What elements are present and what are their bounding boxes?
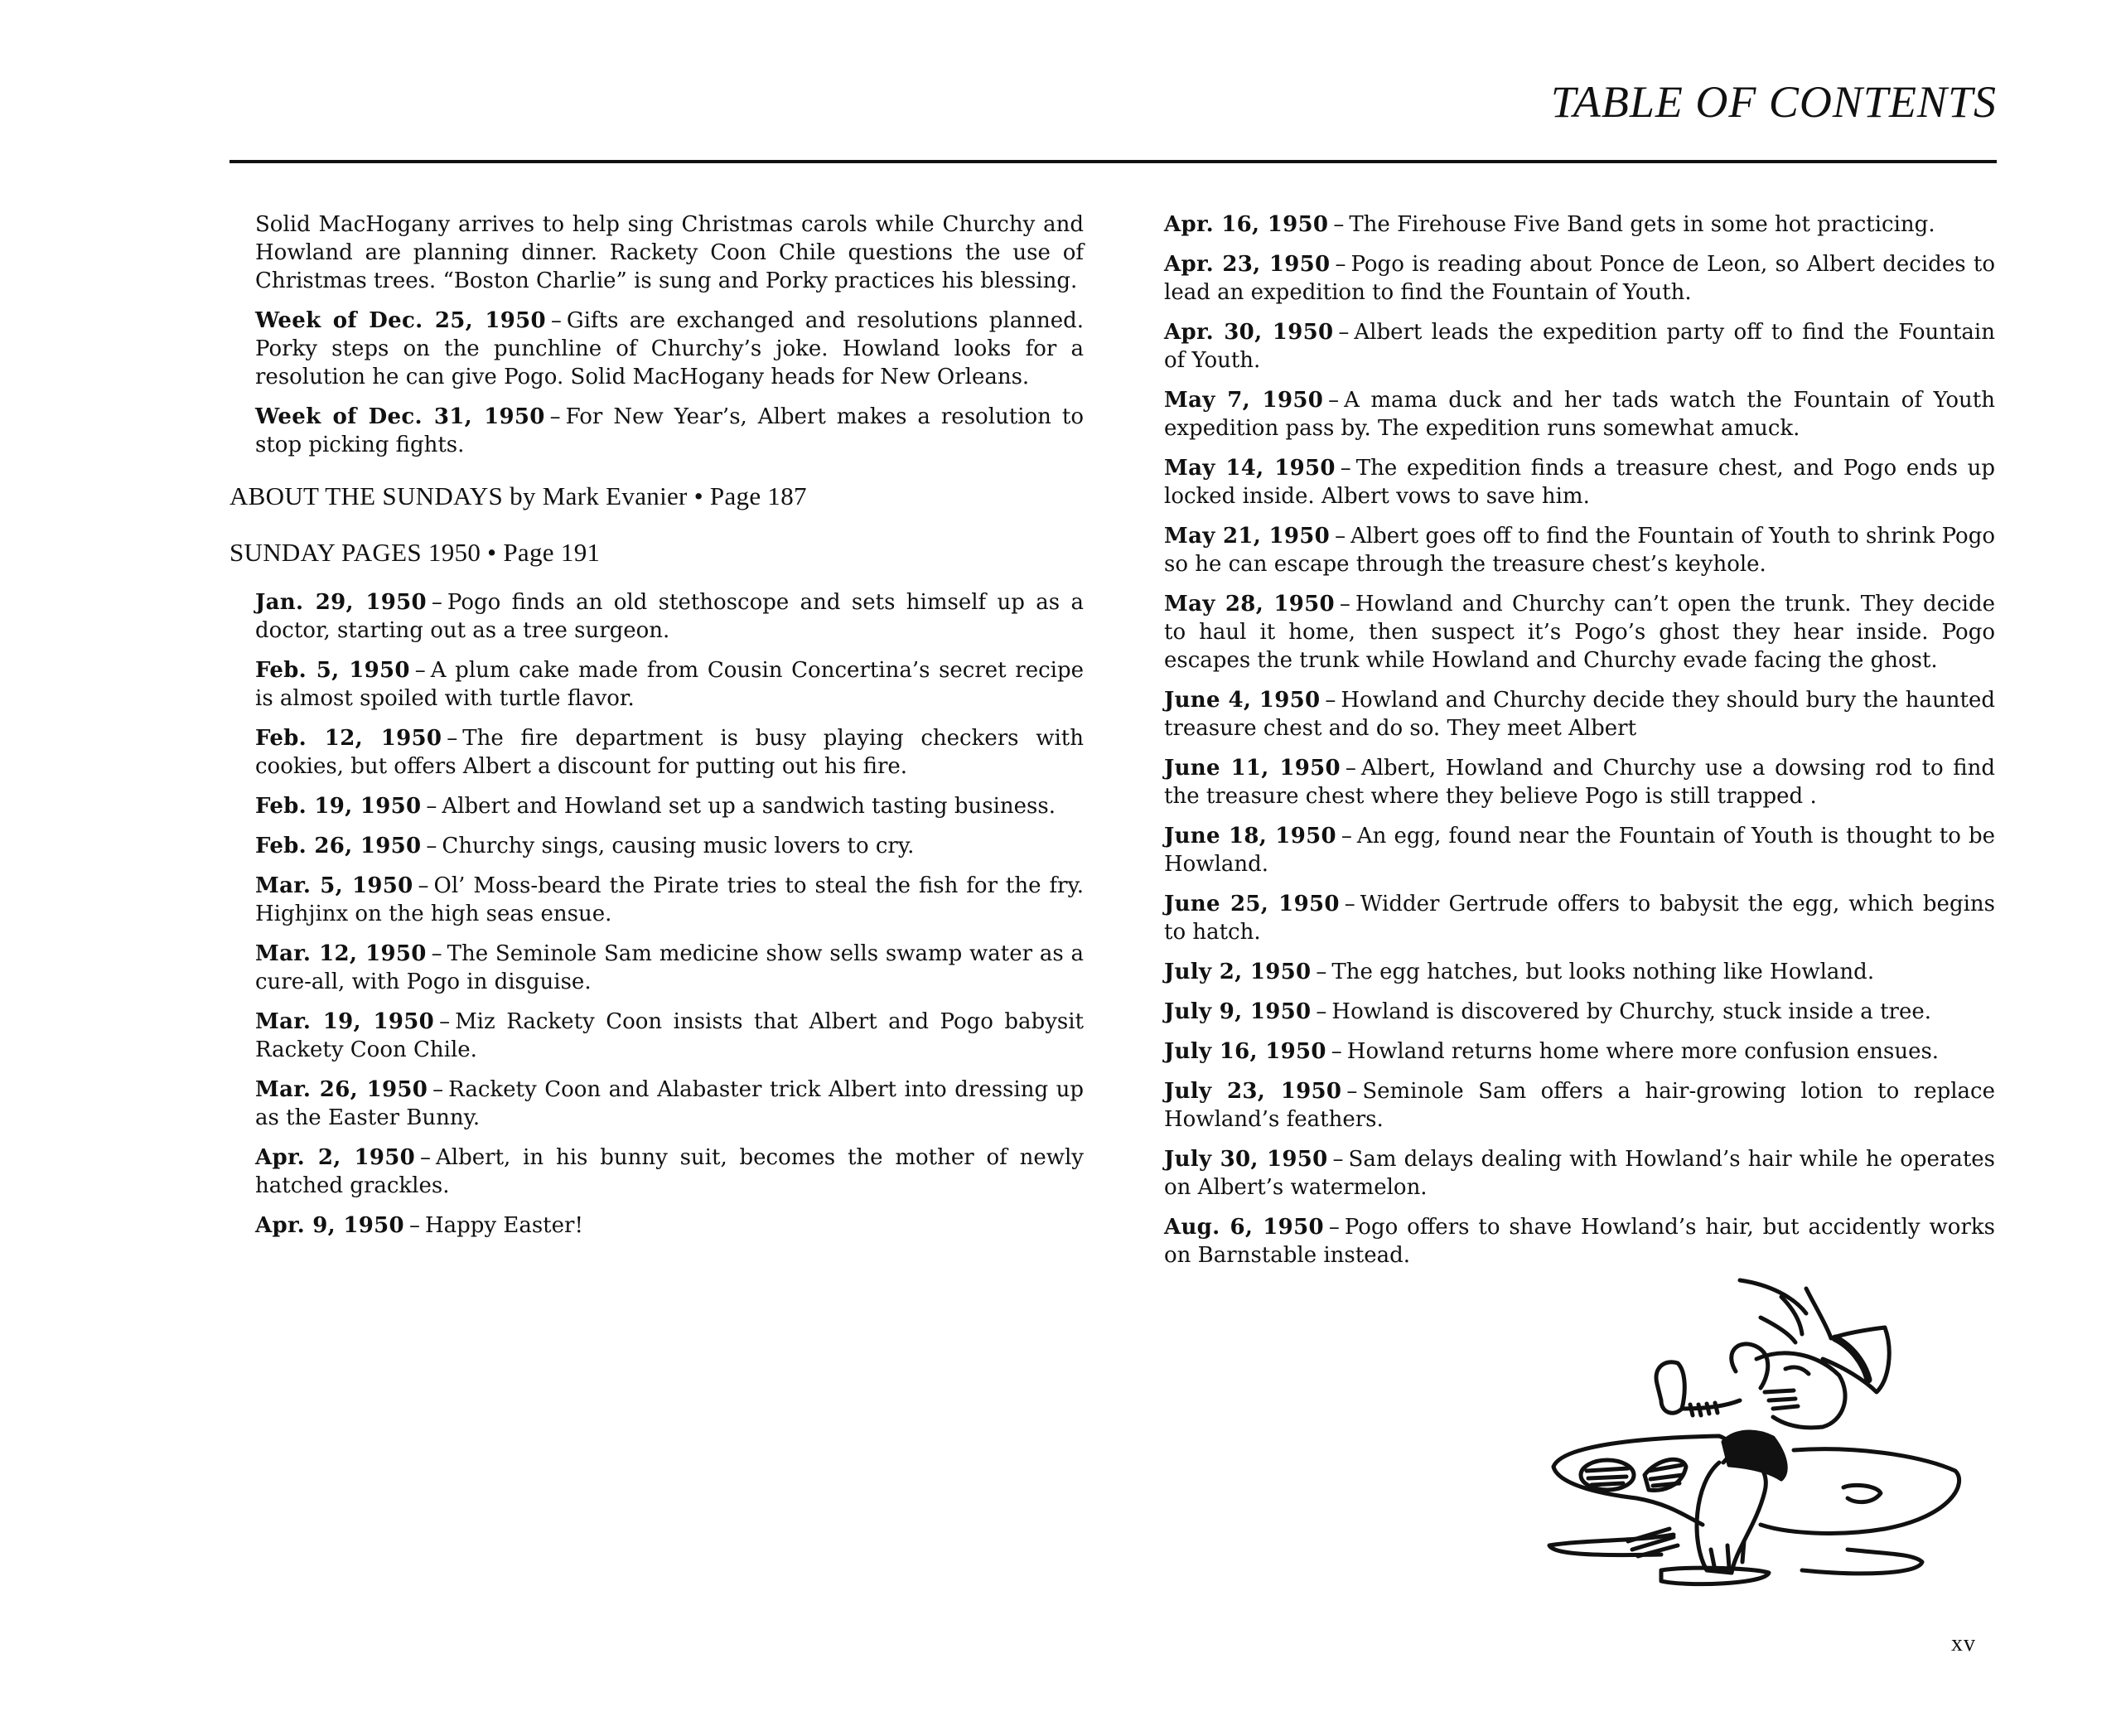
toc-entry [1164, 1077, 1995, 1134]
entry-separator: – [1339, 592, 1350, 617]
entry-date: Mar. 19, 1950 [255, 1009, 435, 1034]
entry-separator: – [1328, 388, 1340, 413]
entry-text: Albert and Howland set up a sandwich tasting business. [442, 794, 1056, 819]
entry-date: July 23, 1950 [1164, 1079, 1342, 1104]
entry-separator: – [1346, 1079, 1358, 1104]
toc-entry [1164, 1037, 1995, 1066]
toc-entry [1164, 590, 1995, 675]
entry-separator: – [1341, 824, 1352, 849]
entry-separator: – [420, 1145, 432, 1170]
entry-date: May 21, 1950 [1164, 524, 1331, 549]
entry-text: Gifts are exchanged and resolutions planned. Porky steps on the punchline of Churchy’s joke. Howland looks for a resolution he can give Pogo. Solid MacHogany heads for New Orleans. [255, 308, 1084, 389]
entry-separator: – [1331, 1039, 1342, 1064]
entry-separator: – [1332, 1147, 1344, 1172]
entry-separator: – [426, 834, 437, 858]
entry-date: July 9, 1950 [1164, 999, 1312, 1024]
entry-date: Jan. 29, 1950 [255, 590, 427, 615]
entry-separator: – [1345, 756, 1356, 781]
entry-date: Apr. 2, 1950 [255, 1145, 416, 1170]
entry-date: Week of Dec. 31, 1950 [255, 404, 545, 429]
entry-date: May 28, 1950 [1164, 592, 1335, 617]
entry-date: Week of Dec. 25, 1950 [255, 308, 546, 333]
entry-date: Mar. 5, 1950 [255, 873, 413, 898]
entry-separator: – [549, 404, 561, 429]
entry-text: Happy Easter! [424, 1213, 583, 1238]
entry-text: For New Year’s, Albert makes a resolution to stop picking fights. [255, 404, 1084, 457]
toc-entry [1164, 318, 1995, 375]
toc-entry [1164, 822, 1995, 878]
entry-text: Miz Rackety Coon insists that Albert and Pogo babysit Rackety Coon Chile. [255, 1009, 1084, 1062]
toc-entry [1164, 998, 1995, 1026]
entry-separator: – [1325, 688, 1336, 713]
toc-entry [1164, 686, 1995, 742]
entry-date: June 18, 1950 [1164, 824, 1336, 849]
entry-date: June 25, 1950 [1164, 892, 1340, 916]
entry-date: June 11, 1950 [1164, 756, 1341, 781]
entry-text: Pogo finds an old stethoscope and sets himself up as a doctor, starting out as a tree surgeon. [255, 590, 1084, 643]
entry-date: June 4, 1950 [1164, 688, 1321, 713]
entry-date: Mar. 12, 1950 [255, 941, 427, 966]
toc-entry [1164, 210, 1995, 239]
toc-entry [1164, 250, 1995, 307]
entry-date: Apr. 16, 1950 [1164, 212, 1329, 237]
entry-text: A mama duck and her tads watch the Fountain of Youth expedition pass by. The expedition runs somewhat amuck. [1164, 388, 1995, 441]
entry-text: Albert, in his bunny suit, becomes the mother of newly hatched grackles. [255, 1145, 1084, 1198]
left-column [229, 210, 1085, 1251]
entry-separator: – [1316, 999, 1327, 1024]
entry-text: The fire department is busy playing checkers with cookies, but offers Albert a discount for putting out his fire. [255, 726, 1084, 779]
toc-entry [255, 588, 1084, 645]
entry-date: July 16, 1950 [1164, 1039, 1326, 1064]
toc-entry [1164, 1213, 1995, 1269]
toc-entry [255, 1076, 1084, 1132]
page-number: xv [1951, 1631, 1976, 1656]
entry-text: Seminole Sam offers a hair-growing lotion to replace Howland’s feathers. [1164, 1079, 1995, 1132]
intro-paragraph: Solid MacHogany arrives to help sing Christmas carols while Churchy and Howland are planning dinner. Rackety Coon Chile questions the use of Christmas trees. “Boston Charlie” is sung and Porky practices his blessing. [255, 212, 1084, 293]
entry-separator: – [414, 658, 426, 683]
toc-entry [1164, 522, 1995, 578]
toc-entry [255, 792, 1084, 820]
entry-text: Albert, Howland and Churchy use a dowsing rod to find the treasure chest where they believe Pogo is still trapped . [1164, 756, 1995, 809]
entry-separator: – [1328, 1215, 1340, 1240]
toc-entry [1164, 1145, 1995, 1202]
entry-separator: – [431, 941, 442, 966]
section-heading-about-the-sundays: ABOUT THE SUNDAYS by Mark Evanier • Page 187 [229, 481, 807, 510]
entry-text: Churchy sings, causing music lovers to cry. [442, 834, 915, 858]
entry-separator: – [1340, 456, 1351, 481]
entry-date: Apr. 9, 1950 [255, 1213, 404, 1238]
toc-entry [255, 940, 1084, 996]
entry-date: July 2, 1950 [1164, 960, 1312, 984]
entry-text: Sam delays dealing with Howland’s hair while he operates on Albert’s watermelon. [1164, 1147, 1995, 1200]
entry-separator: – [1344, 892, 1355, 916]
toc-entry [255, 1211, 1084, 1240]
toc-entry [1164, 754, 1995, 810]
toc-entry [255, 403, 1084, 459]
entry-separator: – [426, 794, 437, 819]
cartoon-character-illustration [1537, 1276, 2001, 1595]
page-title: TABLE OF CONTENTS [1550, 77, 1997, 127]
entry-text: The Seminole Sam medicine show sells swamp water as a cure-all, with Pogo in disguise. [255, 941, 1084, 994]
entry-date: Feb. 5, 1950 [255, 658, 410, 683]
entry-date: Aug. 6, 1950 [1164, 1215, 1324, 1240]
entry-date: Feb. 12, 1950 [255, 726, 442, 751]
entry-separator: – [1335, 524, 1346, 549]
entry-text: Howland and Churchy decide they should bury the haunted treasure chest and do so. They meet Albert [1164, 688, 1995, 741]
entry-date: Apr. 23, 1950 [1164, 252, 1331, 277]
toc-entry [1164, 890, 1995, 946]
entry-text: Pogo offers to shave Howland’s hair, but accidently works on Barnstable instead. [1164, 1215, 1995, 1268]
entry-separator: – [418, 873, 429, 898]
entry-date: Mar. 26, 1950 [255, 1077, 428, 1102]
right-column [1164, 210, 1995, 1281]
entry-date: Apr. 30, 1950 [1164, 320, 1334, 345]
entry-date: May 14, 1950 [1164, 456, 1336, 481]
entry-date: July 30, 1950 [1164, 1147, 1328, 1172]
entry-date: May 7, 1950 [1164, 388, 1324, 413]
toc-entry [255, 656, 1084, 713]
entry-text: Howland is discovered by Churchy, stuck inside a tree. [1331, 999, 1931, 1024]
entry-date: Feb. 26, 1950 [255, 834, 422, 858]
entry-separator: – [408, 1213, 420, 1238]
entry-text: Howland and Churchy can’t open the trunk. They decide to haul it home, then suspect it’s Pogo’s ghost they hear inside. Pogo escapes the trunk while Howland and Churchy evade facing the ghost. [1164, 592, 1995, 673]
entry-text: Ol’ Moss-beard the Pirate tries to steal the fish for the fry. Highjinx on the high seas ensue. [255, 873, 1084, 926]
toc-entry [255, 1144, 1084, 1200]
entry-separator: – [439, 1009, 451, 1034]
entry-separator: – [447, 726, 458, 751]
entry-text: The Firehouse Five Band gets in some hot practicing. [1349, 212, 1935, 237]
toc-entry [1164, 386, 1995, 442]
entry-separator: – [1316, 960, 1327, 984]
entry-separator: – [1333, 212, 1345, 237]
header-rule [229, 160, 1997, 163]
toc-entry [1164, 454, 1995, 510]
entry-text: Rackety Coon and Alabaster trick Albert into dressing up as the Easter Bunny. [255, 1077, 1085, 1130]
entry-text: The expedition finds a treasure chest, and Pogo ends up locked inside. Albert vows to save him. [1164, 456, 1995, 509]
toc-entry [1164, 958, 1995, 986]
toc-entry [255, 1008, 1084, 1064]
entry-text: A plum cake made from Cousin Concertina’s secret recipe is almost spoiled with turtle flavor. [255, 658, 1084, 711]
entry-text: Widder Gertrude offers to babysit the egg, which begins to hatch. [1164, 892, 1995, 945]
entry-text: An egg, found near the Fountain of Youth is thought to be Howland. [1164, 824, 1995, 877]
entry-text: Pogo is reading about Ponce de Leon, so Albert decides to lead an expedition to find the Fountain of Youth. [1164, 252, 1995, 305]
entry-text: The egg hatches, but looks nothing like Howland. [1331, 960, 1875, 984]
entry-text: Albert goes off to find the Fountain of Youth to shrink Pogo so he can escape through the treasure chest’s keyhole. [1164, 524, 1995, 577]
toc-entry [255, 832, 1084, 860]
entry-separator: – [431, 590, 442, 615]
entry-text: Howland returns home where more confusion ensues. [1346, 1039, 1940, 1064]
entry-separator: – [1335, 252, 1346, 277]
section-heading-sunday-pages: SUNDAY PAGES 1950 • Page 191 [229, 538, 601, 567]
entry-separator: – [1338, 320, 1350, 345]
toc-entry [255, 872, 1084, 928]
entry-separator: – [432, 1077, 444, 1102]
toc-entry [255, 307, 1084, 391]
entry-text: Albert leads the expedition party off to find the Fountain of Youth. [1164, 320, 1995, 373]
entry-date: Feb. 19, 1950 [255, 794, 422, 819]
toc-entry [255, 724, 1084, 781]
entry-separator: – [550, 308, 562, 333]
